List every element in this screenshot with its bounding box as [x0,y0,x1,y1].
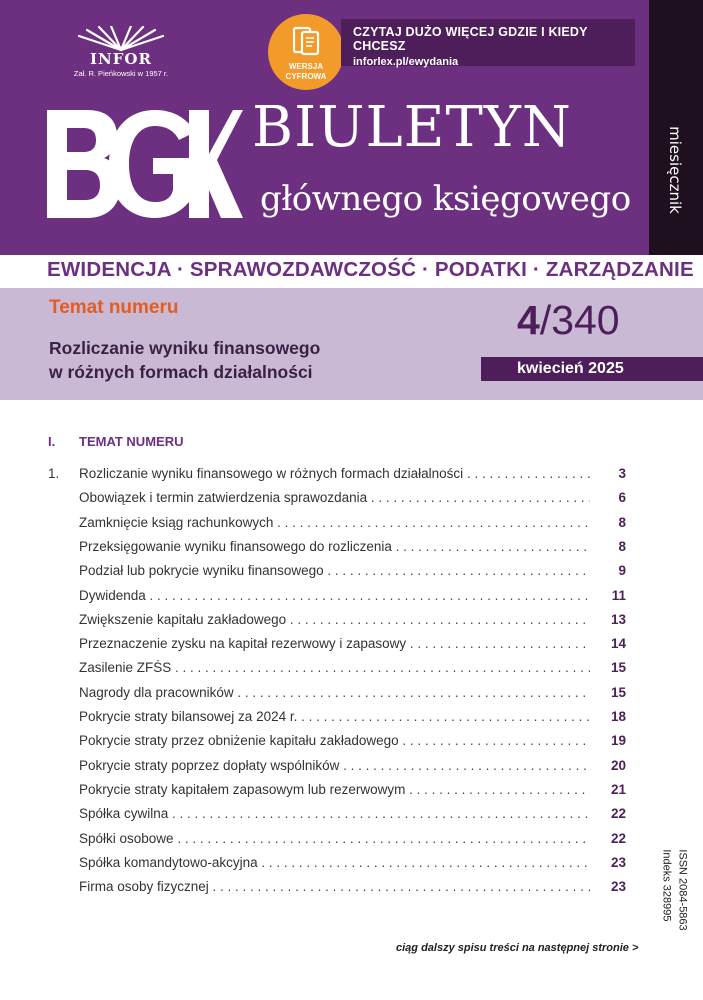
toc-entry-page: 8 [618,538,626,554]
issue-number-current: 4 [517,297,540,343]
toc-entry-page: 22 [610,806,626,822]
toc-entry-title: Nagrody dla pracowników . . . [79,685,590,700]
theme-band [0,288,703,400]
toc-entry-page: 18 [610,709,626,724]
toc-entry-page: 11 [611,587,626,603]
badge-line1: WERSJA [288,62,324,71]
toc-entry[interactable] [48,515,626,533]
toc-entry[interactable] [48,782,626,800]
promo-banner[interactable] [341,19,635,66]
toc-entry-page: 15 [610,660,626,676]
toc-entry-title: Pokrycie straty kapitałem zapasowym lub rezerwowym . . . [79,782,590,797]
section-heading [48,434,183,449]
toc-entry[interactable] [48,612,626,630]
toc-entry-title: Pokrycie straty poprzez dopłaty wspólników . . . [79,758,590,773]
toc-entry-title: Zamknięcie ksiąg rachunkowych . . . [79,515,590,530]
toc-entry-page: 6 [618,490,626,506]
frequency-label: miesięcznik [666,126,685,214]
tablet-icon [292,26,320,56]
toc-entry-page: 8 [618,514,626,530]
toc-entry-title: Dywidenda . . . [79,588,590,603]
toc-entry-page: 19 [610,733,626,749]
bgk-monogram [47,110,243,218]
theme-line-2: w różnych formach działalności [49,362,313,382]
toc-entry[interactable] [48,490,626,508]
publisher-founded: Zał. R. Pieńkowski w 1957 r. [73,69,169,78]
theme-line-1: Rozliczanie wyniku finansowego [49,338,321,358]
toc-entry[interactable] [48,660,626,678]
toc-entry[interactable] [48,806,626,824]
magazine-subtitle: głównego księgowego [260,179,631,219]
magazine-title: BIULETYN [252,95,572,160]
toc-entry-page: 22 [610,830,626,846]
toc-entry[interactable] [48,831,626,849]
toc-entry[interactable] [48,466,626,484]
toc-entry-page: 14 [610,636,626,652]
toc-entry-page: 9 [618,563,626,579]
issn-block [650,835,700,945]
toc-entry-title: Obowiązek i termin zatwierdzenia sprawozdania . . . [79,490,590,505]
continuation-note[interactable]: ciąg dalszy spisu treści na następnej stronie > [396,942,639,954]
toc-entry-title: Podział lub pokrycie wyniku finansowego . . . [79,563,590,578]
issue-date: kwiecień 2025 [481,357,703,381]
publisher-logo [62,26,180,78]
toc-entry-page: 20 [610,757,626,773]
toc-entry-title: Spółka cywilna . . . [79,806,590,821]
promo-title: CZYTAJ DUŻO WIĘCEJ GDZIE I KIEDY CHCESZ [353,25,588,53]
toc-entry[interactable] [48,636,626,654]
toc-entry-title: Pokrycie straty bilansowej za 2024 r. . . . [79,709,590,724]
toc-entry[interactable] [48,563,626,581]
toc-entry-page: 3 [618,466,626,481]
toc-entry-page: 23 [610,879,626,895]
issn-number: ISSN 2084-5863 [677,849,689,931]
toc-entry-title: Rozliczanie wyniku finansowego w różnych formach działalności . . . [79,466,590,481]
toc-entry-page: 23 [610,854,626,870]
section-number: I. [48,434,56,449]
toc-entry[interactable] [48,733,626,751]
digital-version-badge[interactable] [268,14,344,90]
publisher-name: INFOR [90,50,152,68]
topics-text: EWIDENCJA · SPRAWOZDAWCZOŚĆ · PODATKI · ZARZĄDZANIE [47,258,694,281]
toc-entry[interactable] [48,758,626,776]
toc-entry[interactable] [48,539,626,557]
toc-entry[interactable] [48,685,626,703]
sun-rays-icon [73,26,169,52]
toc-entry-title: Pokrycie straty przez obniżenie kapitału zakładowego . . . [79,733,590,748]
topics-bar [0,255,703,287]
promo-url[interactable]: inforlex.pl/ewydania [353,56,459,68]
toc-entry-title: Firma osoby fizycznej . . . [79,879,590,894]
toc-entry-title: Przeksięgowanie wyniku finansowego do rozliczenia . . . [79,539,590,554]
toc-entry-page: 15 [610,684,626,700]
section-title: TEMAT NUMERU [79,434,184,449]
toc-entry-title: Spółki osobowe . . . [79,831,590,846]
toc-entry-number: 1. [48,466,60,481]
issue-number [517,297,620,343]
toc-entry-page: 13 [610,611,626,627]
index-number: Indeks 328995 [661,849,673,922]
badge-line2: CYFROWA [285,72,327,81]
toc-entry[interactable] [48,709,626,727]
toc-entry[interactable] [48,879,626,897]
toc-entry[interactable] [48,588,626,606]
toc-entry-title: Spółka komandytowo-akcyjna . . . [79,855,590,870]
toc-entry[interactable] [48,855,626,873]
toc-entry-title: Zwiększenie kapitału zakładowego . . . [79,612,590,627]
theme-label: Temat numeru [49,297,179,318]
issue-number-total: /340 [539,297,620,343]
toc-entry-title: Zasilenie ZFŚS . . . [79,660,590,675]
toc-entry-title: Przeznaczenie zysku na kapitał rezerwowy i zapasowy . . . [79,636,590,651]
toc-entry-page: 21 [610,781,626,797]
